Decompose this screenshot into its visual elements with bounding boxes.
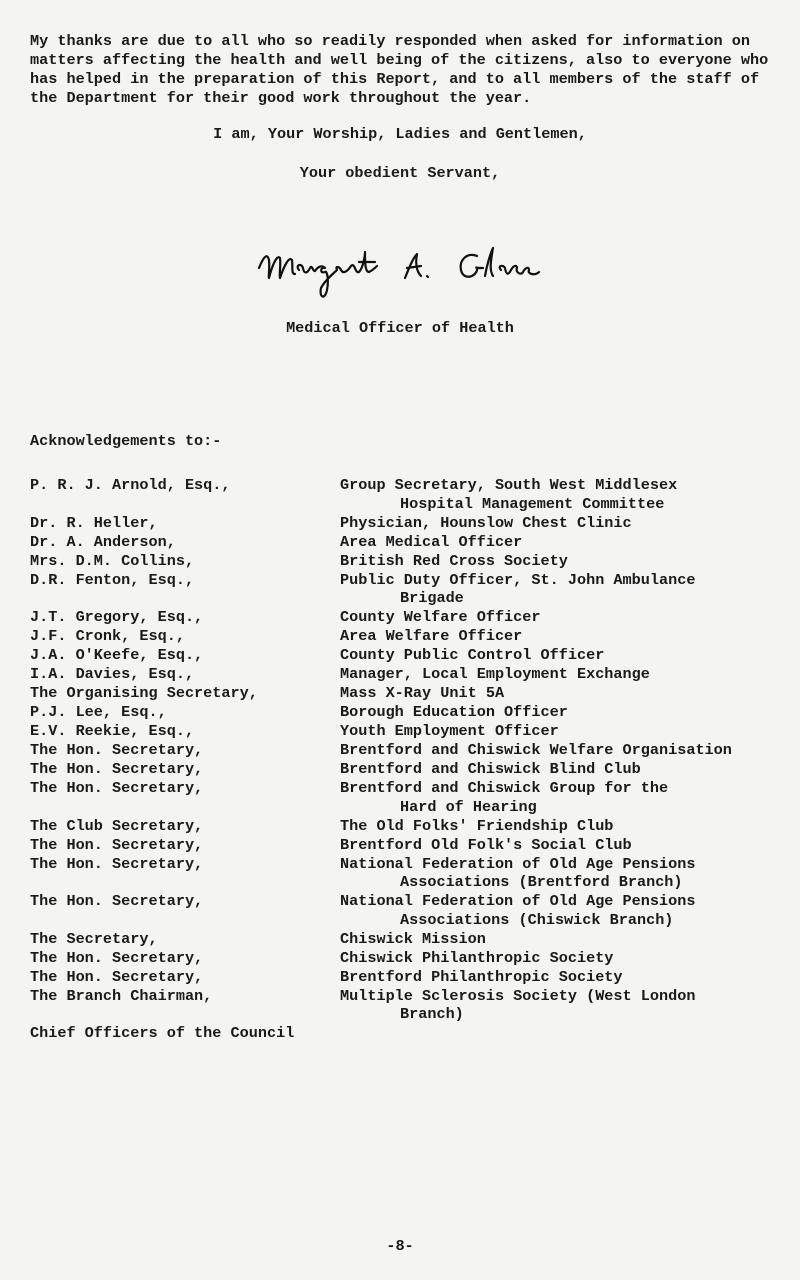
acknowledgement-organisation	[340, 552, 780, 571]
acknowledgement-organisation	[340, 987, 780, 1024]
acknowledgement-name: The Hon. Secretary,	[30, 854, 204, 873]
organisation-line: Youth Employment Officer	[340, 722, 559, 740]
salutation: I am, Your Worship, Ladies and Gentlemen,	[213, 125, 587, 143]
organisation-line: Physician, Hounslow Chest Clinic	[340, 513, 632, 532]
acknowledgement-name: Chief Officers of the Council	[30, 1024, 295, 1042]
acknowledgement-row	[30, 608, 780, 627]
organisation-line: Brentford and Chiswick Group for the	[340, 779, 669, 797]
acknowledgement-name: The Club Secretary,	[30, 816, 204, 835]
acknowledgement-organisation	[340, 836, 780, 855]
acknowledgement-row	[30, 552, 780, 571]
acknowledgement-organisation	[340, 968, 780, 987]
acknowledgement-name: Dr. R. Heller,	[30, 513, 158, 532]
acknowledgement-organisation	[340, 722, 780, 741]
organisation-line: Chiswick Philanthropic Society	[340, 948, 614, 967]
acknowledgement-row	[30, 684, 780, 703]
acknowledgement-name: The Hon. Secretary,	[30, 779, 204, 797]
acknowledgement-row	[30, 987, 780, 1024]
organisation-line: National Federation of Old Age Pensions	[340, 854, 696, 873]
acknowledgement-organisation	[340, 571, 780, 608]
organisation-line: Brentford and Chiswick Welfare Organisation	[340, 741, 732, 759]
organisation-line: County Public Control Officer	[340, 646, 605, 664]
acknowledgement-row	[30, 665, 780, 684]
acknowledgement-organisation	[340, 684, 780, 703]
organisation-line: Chiswick Mission	[340, 929, 486, 948]
acknowledgement-row	[30, 533, 780, 552]
acknowledgement-row	[30, 855, 780, 892]
organisation-line-continued: Associations (Brentford Branch)	[400, 873, 683, 891]
acknowledgement-name: I.A. Davies, Esq.,	[30, 665, 195, 683]
acknowledgement-organisation	[340, 779, 780, 816]
organisation-line: Area Medical Officer	[340, 532, 523, 551]
organisation-line-continued: Hospital Management Committee	[400, 494, 665, 513]
acknowledgement-organisation	[340, 817, 780, 836]
organisation-line: County Welfare Officer	[340, 608, 541, 626]
acknowledgement-name: The Organising Secretary,	[30, 684, 258, 702]
organisation-line: Manager, Local Employment Exchange	[340, 665, 650, 683]
acknowledgement-organisation	[340, 646, 780, 665]
organisation-line: Brentford Old Folk's Social Club	[340, 835, 632, 854]
acknowledgement-row	[30, 514, 780, 533]
acknowledgement-organisation	[340, 533, 780, 552]
acknowledgement-row	[30, 892, 780, 929]
intro-paragraph: My thanks are due to all who so readily responded when asked for information on matters affecting the health and well being of the citizens, also to everyone who has helped in the preparation of this Report, and to all members of the staff of the Department for their good work throughout the year.	[30, 32, 769, 107]
page-number: -8-	[386, 1237, 414, 1255]
acknowledgement-name: The Hon. Secretary,	[30, 835, 204, 854]
acknowledgement-row	[30, 1024, 780, 1043]
organisation-line: Multiple Sclerosis Society (West London	[340, 986, 696, 1005]
acknowledgement-organisation	[340, 703, 780, 722]
organisation-line: Brentford and Chiswick Blind Club	[340, 760, 641, 778]
acknowledgement-organisation	[340, 514, 780, 533]
acknowledgement-name: J.A. O'Keefe, Esq.,	[30, 646, 204, 664]
acknowledgement-organisation	[340, 760, 780, 779]
organisation-line: Brentford Philanthropic Society	[340, 967, 623, 986]
acknowledgement-organisation	[340, 930, 780, 949]
acknowledgement-row	[30, 476, 780, 513]
organisation-line: National Federation of Old Age Pensions	[340, 892, 696, 910]
acknowledgement-row	[30, 836, 780, 855]
organisation-line-continued: Hard of Hearing	[400, 797, 537, 816]
acknowledgement-name: J.F. Cronk, Esq.,	[30, 627, 185, 645]
acknowledgement-name: Mrs. D.M. Collins,	[30, 551, 195, 570]
acknowledgement-organisation	[340, 627, 780, 646]
acknowledgements-list	[30, 476, 780, 1043]
organisation-line: Borough Education Officer	[340, 703, 568, 721]
acknowledgement-name: The Hon. Secretary,	[30, 741, 204, 759]
acknowledgement-organisation	[340, 855, 780, 892]
acknowledgement-name: J.T. Gregory, Esq.,	[30, 608, 204, 626]
officer-title: Medical Officer of Health	[286, 319, 514, 337]
acknowledgement-row	[30, 627, 780, 646]
acknowledgement-organisation	[340, 608, 780, 627]
handwritten-signature	[255, 238, 545, 308]
acknowledgement-name: The Secretary,	[30, 929, 158, 948]
acknowledgement-row	[30, 817, 780, 836]
organisation-line: The Old Folks' Friendship Club	[340, 816, 614, 835]
acknowledgement-name: Dr. A. Anderson,	[30, 532, 176, 551]
acknowledgement-organisation	[340, 665, 780, 684]
acknowledgement-organisation	[340, 476, 780, 513]
acknowledgement-name: P. R. J. Arnold, Esq.,	[30, 476, 231, 494]
acknowledgement-name: The Hon. Secretary,	[30, 967, 204, 986]
acknowledgement-row	[30, 949, 780, 968]
organisation-line: Public Duty Officer, St. John Ambulance	[340, 570, 696, 589]
acknowledgement-row	[30, 722, 780, 741]
acknowledgement-row	[30, 571, 780, 608]
valediction: Your obedient Servant,	[299, 164, 501, 182]
acknowledgement-name: D.R. Fenton, Esq.,	[30, 570, 195, 589]
acknowledgement-row	[30, 968, 780, 987]
acknowledgement-row	[30, 930, 780, 949]
acknowledgement-name: E.V. Reekie, Esq.,	[30, 722, 195, 740]
organisation-line: Mass X-Ray Unit 5A	[340, 684, 505, 702]
acknowledgement-organisation	[340, 741, 780, 760]
acknowledgement-row	[30, 646, 780, 665]
organisation-line: Area Welfare Officer	[340, 627, 523, 645]
acknowledgement-row	[30, 703, 780, 722]
acknowledgements-heading: Acknowledgements to:-	[30, 432, 222, 450]
acknowledgement-row	[30, 779, 780, 816]
acknowledgement-organisation	[340, 1024, 780, 1043]
acknowledgement-organisation	[340, 949, 780, 968]
acknowledgement-name: P.J. Lee, Esq.,	[30, 703, 167, 721]
organisation-line-continued: Branch)	[400, 1005, 464, 1023]
acknowledgement-row	[30, 760, 780, 779]
organisation-line: Group Secretary, South West Middlesex	[340, 476, 678, 494]
organisation-line-continued: Brigade	[400, 589, 464, 607]
acknowledgement-name: The Hon. Secretary,	[30, 760, 204, 778]
acknowledgement-row	[30, 741, 780, 760]
acknowledgement-name: The Hon. Secretary,	[30, 948, 204, 967]
organisation-line-continued: Associations (Chiswick Branch)	[400, 910, 674, 929]
acknowledgement-name: The Hon. Secretary,	[30, 892, 204, 910]
acknowledgement-name: The Branch Chairman,	[30, 986, 213, 1005]
organisation-line: British Red Cross Society	[340, 551, 568, 570]
acknowledgement-organisation	[340, 892, 780, 929]
